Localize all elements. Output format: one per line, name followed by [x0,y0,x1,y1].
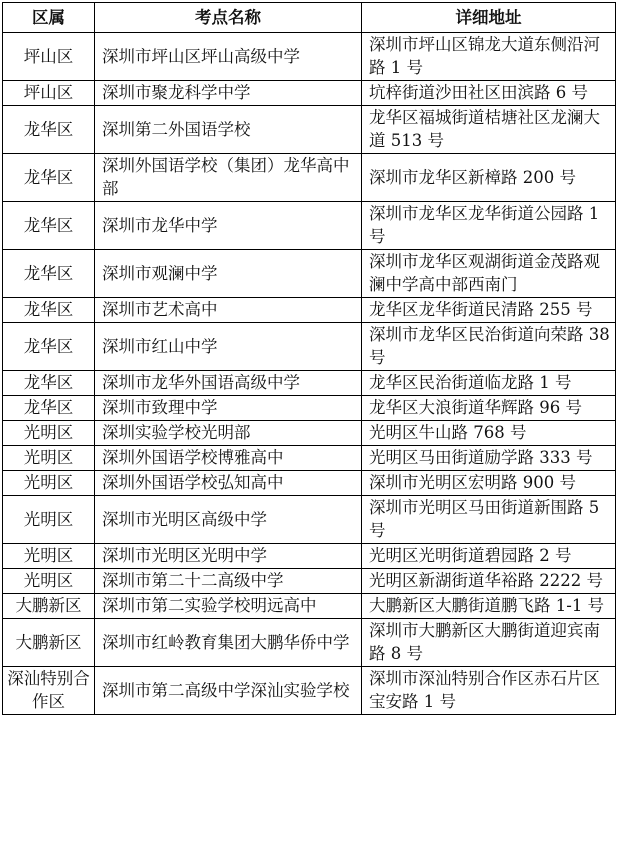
address-cell: 光明区牛山路 768 号 [362,421,616,446]
site-name-cell: 深圳市致理中学 [95,396,362,421]
address-cell: 光明区新湖街道华裕路 2222 号 [362,569,616,594]
address-cell: 深圳市龙华区民治街道向荣路 38 号 [362,323,616,371]
district-cell: 光明区 [3,421,95,446]
site-name-cell: 深圳市观澜中学 [95,250,362,298]
district-cell: 坪山区 [3,33,95,81]
address-cell: 深圳市深汕特别合作区赤石片区宝安路 1 号 [362,667,616,715]
address-cell: 深圳市光明区宏明路 900 号 [362,471,616,496]
district-cell: 坪山区 [3,81,95,106]
address-cell: 深圳市龙华区龙华街道公园路 1 号 [362,202,616,250]
table-row [3,446,616,471]
address-cell: 光明区光明街道碧园路 2 号 [362,544,616,569]
district-cell: 龙华区 [3,298,95,323]
site-name-cell: 深圳市光明区光明中学 [95,544,362,569]
table-row [3,106,616,154]
table-row [3,81,616,106]
table-row [3,202,616,250]
district-cell: 龙华区 [3,396,95,421]
table-row [3,471,616,496]
address-cell: 龙华区福城街道桔塘社区龙澜大道 513 号 [362,106,616,154]
address-cell: 深圳市光明区马田街道新围路 5 号 [362,496,616,544]
site-name-cell: 深圳外国语学校弘知高中 [95,471,362,496]
table-row [3,154,616,202]
district-cell: 光明区 [3,446,95,471]
district-cell: 龙华区 [3,371,95,396]
district-cell: 龙华区 [3,106,95,154]
site-name-cell: 深圳实验学校光明部 [95,421,362,446]
district-cell: 龙华区 [3,323,95,371]
district-cell: 龙华区 [3,250,95,298]
table-row [3,371,616,396]
district-cell: 光明区 [3,544,95,569]
address-cell: 龙华区大浪街道华辉路 96 号 [362,396,616,421]
district-cell: 大鹏新区 [3,619,95,667]
site-name-cell: 深圳市坪山区坪山高级中学 [95,33,362,81]
site-name-cell: 深圳市第二高级中学深汕实验学校 [95,667,362,715]
table-row [3,667,616,715]
header-row [3,3,616,33]
district-cell: 光明区 [3,569,95,594]
district-cell: 龙华区 [3,154,95,202]
address-cell: 深圳市龙华区新樟路 200 号 [362,154,616,202]
site-name-cell: 深圳市第二十二高级中学 [95,569,362,594]
address-cell: 大鹏新区大鹏街道鹏飞路 1-1 号 [362,594,616,619]
site-name-cell: 深圳外国语学校博雅高中 [95,446,362,471]
site-name-cell: 深圳外国语学校（集团）龙华高中部 [95,154,362,202]
district-cell: 深汕特别合作区 [3,667,95,715]
site-name-cell: 深圳市光明区高级中学 [95,496,362,544]
address-cell: 深圳市大鹏新区大鹏街道迎宾南路 8 号 [362,619,616,667]
header-site-name: 考点名称 [95,3,362,33]
site-name-cell: 深圳市红山中学 [95,323,362,371]
site-name-cell: 深圳市艺术高中 [95,298,362,323]
header-district: 区属 [3,3,95,33]
exam-site-table [2,2,616,715]
table-row [3,496,616,544]
address-cell: 深圳市龙华区观湖街道金茂路观澜中学高中部西南门 [362,250,616,298]
table-row [3,250,616,298]
district-cell: 龙华区 [3,202,95,250]
site-name-cell: 深圳市聚龙科学中学 [95,81,362,106]
district-cell: 大鹏新区 [3,594,95,619]
address-cell: 坑梓街道沙田社区田滨路 6 号 [362,81,616,106]
site-name-cell: 深圳市红岭教育集团大鹏华侨中学 [95,619,362,667]
site-name-cell: 深圳市龙华中学 [95,202,362,250]
address-cell: 龙华区民治街道临龙路 1 号 [362,371,616,396]
header-address: 详细地址 [362,3,616,33]
table-row [3,619,616,667]
table-row [3,323,616,371]
district-cell: 光明区 [3,496,95,544]
address-cell: 龙华区龙华街道民清路 255 号 [362,298,616,323]
table-row [3,298,616,323]
table-row [3,569,616,594]
table-row [3,421,616,446]
address-cell: 光明区马田街道励学路 333 号 [362,446,616,471]
table-row [3,544,616,569]
table-row [3,594,616,619]
site-name-cell: 深圳第二外国语学校 [95,106,362,154]
district-cell: 光明区 [3,471,95,496]
site-name-cell: 深圳市第二实验学校明远高中 [95,594,362,619]
address-cell: 深圳市坪山区锦龙大道东侧沿河路 1 号 [362,33,616,81]
table-row [3,33,616,81]
site-name-cell: 深圳市龙华外国语高级中学 [95,371,362,396]
table-row [3,396,616,421]
